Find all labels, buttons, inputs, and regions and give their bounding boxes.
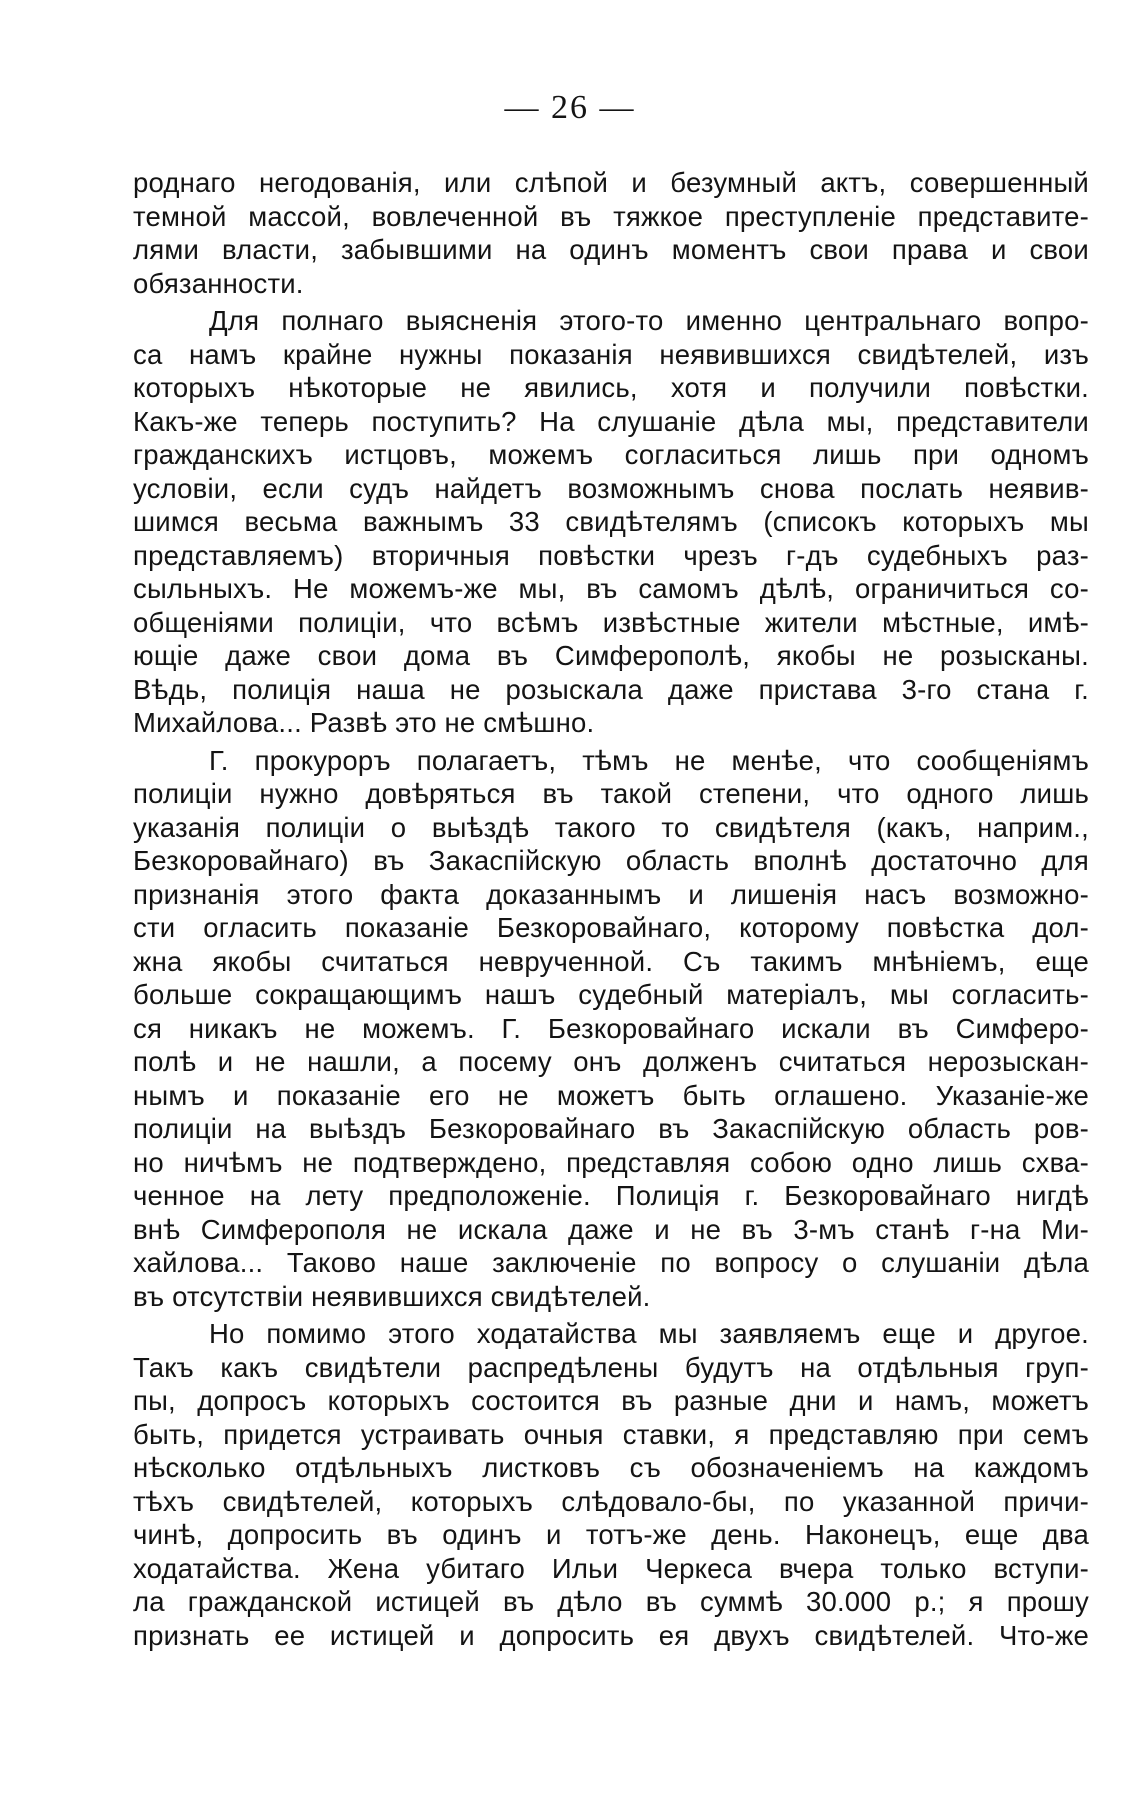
text-line: ла гражданской истицей въ дѣло въ суммѣ 30.000 р.; я прошу xyxy=(133,1586,1089,1617)
text-line: въ отсутствіи неявившихся свидѣтелей. xyxy=(133,1280,651,1312)
text-line: Какъ-же теперь поступить? На слушаніе дѣла мы, представители xyxy=(133,405,1089,437)
text-line: роднаго негодованія, или слѣпой и безумный актъ, совершенный xyxy=(133,167,1089,198)
paragraph xyxy=(133,304,1089,740)
text-line: признать ее истицей и допросить ея двухъ свидѣтелей. Что-же xyxy=(133,1619,1089,1651)
text-line: Такъ какъ свидѣтели распредѣлены будутъ на отдѣльныя груп- xyxy=(133,1351,1089,1383)
text-line: чинѣ, допросить въ одинъ и тотъ-же день. Наконецъ, еще два xyxy=(133,1519,1089,1550)
text-line: Но помимо этого ходатайства мы заявляемъ еще и другое. xyxy=(209,1318,1089,1349)
text-line: шимся весьма важнымъ 33 свидѣтелямъ (списокъ которыхъ мы xyxy=(133,506,1089,537)
text-line: признанія этого факта доказаннымъ и лишенія насъ возможно- xyxy=(133,878,1089,910)
text-line: указанія полиціи о выѣздѣ такого то свидѣтеля (какъ, наприм., xyxy=(133,811,1089,843)
text-line: Вѣдь, полиція наша не розыскала даже пристава 3-го стана г. xyxy=(133,673,1089,705)
text-line: хайлова... Таково наше заключеніе по вопросу о слушаніи дѣла xyxy=(133,1247,1089,1278)
text-line: жна якобы считаться неврученной. Съ такимъ мнѣніемъ, еще xyxy=(133,945,1089,977)
text-line: Г. прокуроръ полагаетъ, тѣмъ не менѣе, что сообщеніямъ xyxy=(209,744,1089,776)
page-number: — 26 — xyxy=(504,89,636,126)
text-line: представляемъ) вторичныя повѣстки чрезъ г-дъ судебныхъ раз- xyxy=(133,539,1089,571)
text-line: ся никакъ не можемъ. Г. Безкоровайнаго искали въ Симферо- xyxy=(133,1012,1089,1044)
text-line: условіи, если судъ найдетъ возможнымъ снова послать неявив- xyxy=(133,472,1089,504)
paragraph xyxy=(133,744,1089,1314)
text-line: Безкоровайнаго) въ Закаспійскую область вполнѣ достаточно для xyxy=(133,845,1089,876)
text-line: тѣхъ свидѣтелей, которыхъ слѣдовало-бы, по указанной причи- xyxy=(133,1485,1089,1517)
text-line: которыхъ нѣкоторые не явились, хотя и получили повѣстки. xyxy=(133,372,1089,403)
text-line: ющіе даже свои дома въ Симферополѣ, якобы не розысканы. xyxy=(133,640,1089,671)
paragraph xyxy=(133,166,1089,300)
text-column xyxy=(133,166,1089,1652)
text-line: но ничѣмъ не подтверждено, представляя собою одно лишь схва- xyxy=(133,1146,1089,1178)
text-line: темной массой, вовлеченной въ тяжкое преступленіе представите- xyxy=(133,200,1089,232)
text-line: полѣ и не нашли, а посему онъ долженъ считаться нерозыскан- xyxy=(133,1046,1089,1077)
text-line: са намъ крайне нужны показанія неявившихся свидѣтелей, изъ xyxy=(133,338,1089,370)
text-line: нѣсколько отдѣльныхъ листковъ съ обозначеніемъ на каждомъ xyxy=(133,1452,1089,1483)
text-line: внѣ Симферополя не искала даже и не въ 3-мъ станѣ г-на Ми- xyxy=(133,1213,1089,1245)
paragraph xyxy=(133,1317,1089,1652)
text-line: лями власти, забывшими на одинъ моментъ свои права и свои xyxy=(133,234,1089,265)
text-line: ченное на лету предположеніе. Полиція г. Безкоровайнаго нигдѣ xyxy=(133,1180,1089,1211)
text-line: Михайлова... Развѣ это не смѣшно. xyxy=(133,707,595,738)
text-line: сыльныхъ. Не можемъ-же мы, въ самомъ дѣлѣ, ограничиться со- xyxy=(133,573,1089,604)
text-line: полиціи на выѣздъ Безкоровайнаго въ Закаспійскую область ров- xyxy=(133,1113,1089,1144)
text-line: ходатайства. Жена убитаго Ильи Черкеса вчера только вступи- xyxy=(133,1552,1089,1584)
text-line: Для полнаго выясненія этого-то именно центральнаго вопро- xyxy=(209,305,1089,336)
text-line: пы, допросъ которыхъ состоится въ разные дни и намъ, можетъ xyxy=(133,1385,1089,1416)
text-line: общеніями полиціи, что всѣмъ извѣстные жители мѣстные, имѣ- xyxy=(133,606,1089,638)
text-line: гражданскихъ истцовъ, можемъ согласиться лишь при одномъ xyxy=(133,439,1089,470)
text-line: нымъ и показаніе его не можетъ быть оглашено. Указаніе-же xyxy=(133,1079,1089,1111)
text-line: больше сокращающимъ нашъ судебный матеріалъ, мы согласить- xyxy=(133,979,1089,1010)
text-line: сти огласить показаніе Безкоровайнаго, которому повѣстка дол- xyxy=(133,912,1089,943)
text-line: обязанности. xyxy=(133,267,304,299)
text-line: быть, придется устраивать очныя ставки, я представляю при семъ xyxy=(133,1418,1089,1450)
text-line: полиціи нужно довѣряться въ такой степени, что одного лишь xyxy=(133,778,1089,809)
